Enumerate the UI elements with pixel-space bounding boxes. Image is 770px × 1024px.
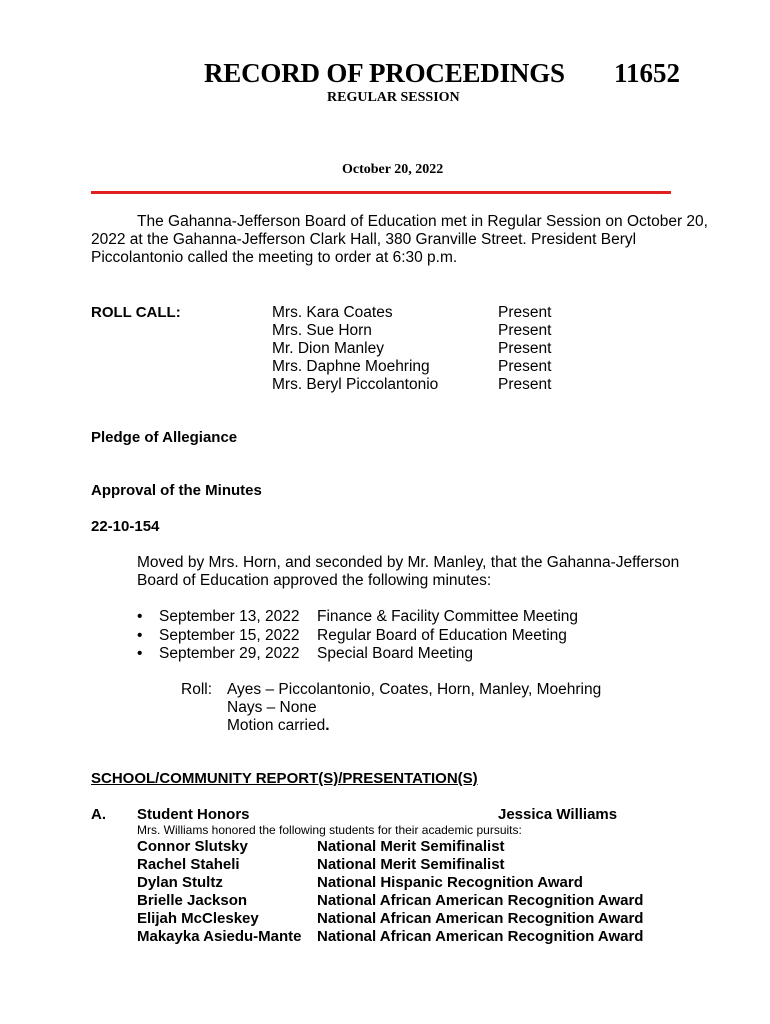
intro-paragraph xyxy=(91,213,711,267)
minutes-meeting: Regular Board of Education Meeting xyxy=(317,627,567,644)
student-name: Connor Slutsky xyxy=(137,838,248,855)
pledge-heading: Pledge of Allegiance xyxy=(91,429,238,446)
record-number: 11652 xyxy=(614,58,681,88)
roll-call-label: ROLL CALL: xyxy=(91,304,181,321)
student-name: Elijah McCleskey xyxy=(137,910,259,927)
item-letter: A. xyxy=(91,806,106,823)
vote-result xyxy=(227,717,330,735)
minutes-date: September 13, 2022 xyxy=(159,608,300,625)
student-award: National Merit Semifinalist xyxy=(317,838,505,855)
roll-label: Roll: xyxy=(181,681,213,698)
motion-text-line-2: Board of Education approved the following minutes: xyxy=(137,572,492,589)
honors-note: Mrs. Williams honored the following students for their academic pursuits: xyxy=(137,823,522,837)
minutes-heading: Approval of the Minutes xyxy=(91,482,262,499)
student-name: Dylan Stultz xyxy=(137,874,223,891)
presenter-name: Jessica Williams xyxy=(498,806,618,823)
minutes-date: September 15, 2022 xyxy=(159,627,300,644)
student-name: Rachel Staheli xyxy=(137,856,240,873)
minutes-meeting: Special Board Meeting xyxy=(317,645,473,662)
vote-result-text: Motion carried xyxy=(227,717,326,734)
member-name: Mrs. Sue Horn xyxy=(272,322,372,339)
student-name: Brielle Jackson xyxy=(137,892,248,909)
member-status: Present xyxy=(498,340,552,357)
vote-ayes: Ayes – Piccolantonio, Coates, Horn, Manley, Moehring xyxy=(227,681,602,698)
bullet-icon: • xyxy=(137,627,143,644)
student-award: National African American Recognition Award xyxy=(317,910,644,927)
vote-result-period: . xyxy=(325,717,330,734)
student-name: Makayka Asiedu-Mante xyxy=(137,928,302,945)
student-award: National Merit Semifinalist xyxy=(317,856,505,873)
bullet-icon: • xyxy=(137,608,143,625)
minutes-meeting: Finance & Facility Committee Meeting xyxy=(317,608,579,625)
motion-text-line-1: Moved by Mrs. Horn, and seconded by Mr. Manley, that the Gahanna-Jefferson xyxy=(137,554,680,571)
member-status: Present xyxy=(498,322,552,339)
document-title: RECORD OF PROCEEDINGS xyxy=(204,58,565,88)
minutes-date: September 29, 2022 xyxy=(159,645,300,662)
student-award: National African American Recognition Award xyxy=(317,928,644,945)
member-name: Mrs. Beryl Piccolantonio xyxy=(272,376,439,393)
resolution-number: 22-10-154 xyxy=(91,518,160,535)
student-award: National Hispanic Recognition Award xyxy=(317,874,583,891)
member-name: Mrs. Kara Coates xyxy=(272,304,393,321)
intro-text: The Gahanna-Jefferson Board of Education met in Regular Session on October 20, 2022 at the Gahanna-Jefferson Clark Hall, 380 Granville Street. President Beryl Piccolantonio called the meeting to order at 6:30 p.m. xyxy=(91,213,708,266)
member-status: Present xyxy=(498,358,552,375)
vote-nays: Nays – None xyxy=(227,699,317,716)
student-award: National African American Recognition Award xyxy=(317,892,644,909)
meeting-date: October 20, 2022 xyxy=(342,162,444,177)
session-type: REGULAR SESSION xyxy=(327,90,460,105)
member-status: Present xyxy=(498,376,552,393)
member-status: Present xyxy=(498,304,552,321)
member-name: Mrs. Daphne Moehring xyxy=(272,358,430,375)
member-name: Mr. Dion Manley xyxy=(272,340,384,357)
item-title: Student Honors xyxy=(137,806,250,823)
bullet-icon: • xyxy=(137,645,143,662)
reports-heading: SCHOOL/COMMUNITY REPORT(S)/PRESENTATION(S) xyxy=(91,770,478,787)
header-divider xyxy=(91,191,671,194)
